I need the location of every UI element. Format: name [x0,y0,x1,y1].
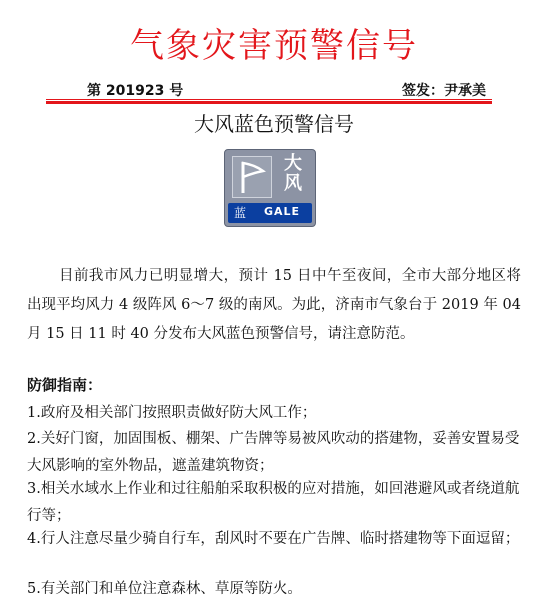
guide-item-4: 4.行人注意尽量少骑自行车，刮风时不要在广告牌、临时搭建物等下面逗留； [27,531,520,547]
gale-label-line1: 大 [284,153,302,174]
warning-paragraph: 目前我市风力已明显增大，预计 15 日中午至夜间，全市大部分地区将出现平均风力 4 级阵风 6～7 级的南风。为此，济南市气象台于 2019 年 04 月 15 日 11 时 40 分发布大风蓝色预警信号，请注意防范。 [27,268,521,342]
blue-level-en: GALE [264,205,301,218]
guide-item-1: 1.政府及相关部门按照职责做好防大风工作； [27,405,317,421]
flag-icon [232,156,272,198]
guide-item-2: 2.关好门窗，加固围板、棚架、广告牌等易被风吹动的搭建物，妥善安置易受大风影响的室外物品，遮盖建筑物资； [27,431,520,474]
document-title: 气象灾害预警信号 [130,26,418,66]
document-signer: 签发：尹承美 [402,83,486,99]
guide-item-3: 3.相关水域水上作业和过往船舶采取积极的应对措施，如回港避风或者绕道航行等； [27,481,520,524]
warning-subtitle: 大风蓝色预警信号 [194,112,354,136]
gale-label [275,154,311,194]
document-number: 第 201923 号 [87,83,184,99]
blue-level-bar [228,203,312,223]
header-divider-thick [46,101,492,104]
gale-blue-warning-icon [224,149,316,227]
gale-label-line2: 风 [284,173,302,194]
blue-level-cn: 蓝 [234,206,247,220]
header-divider-thin [46,99,492,100]
guide-heading: 防御指南： [27,376,103,394]
guide-item-5: 5.有关部门和单位注意森林、草原等防火。 [27,581,302,597]
